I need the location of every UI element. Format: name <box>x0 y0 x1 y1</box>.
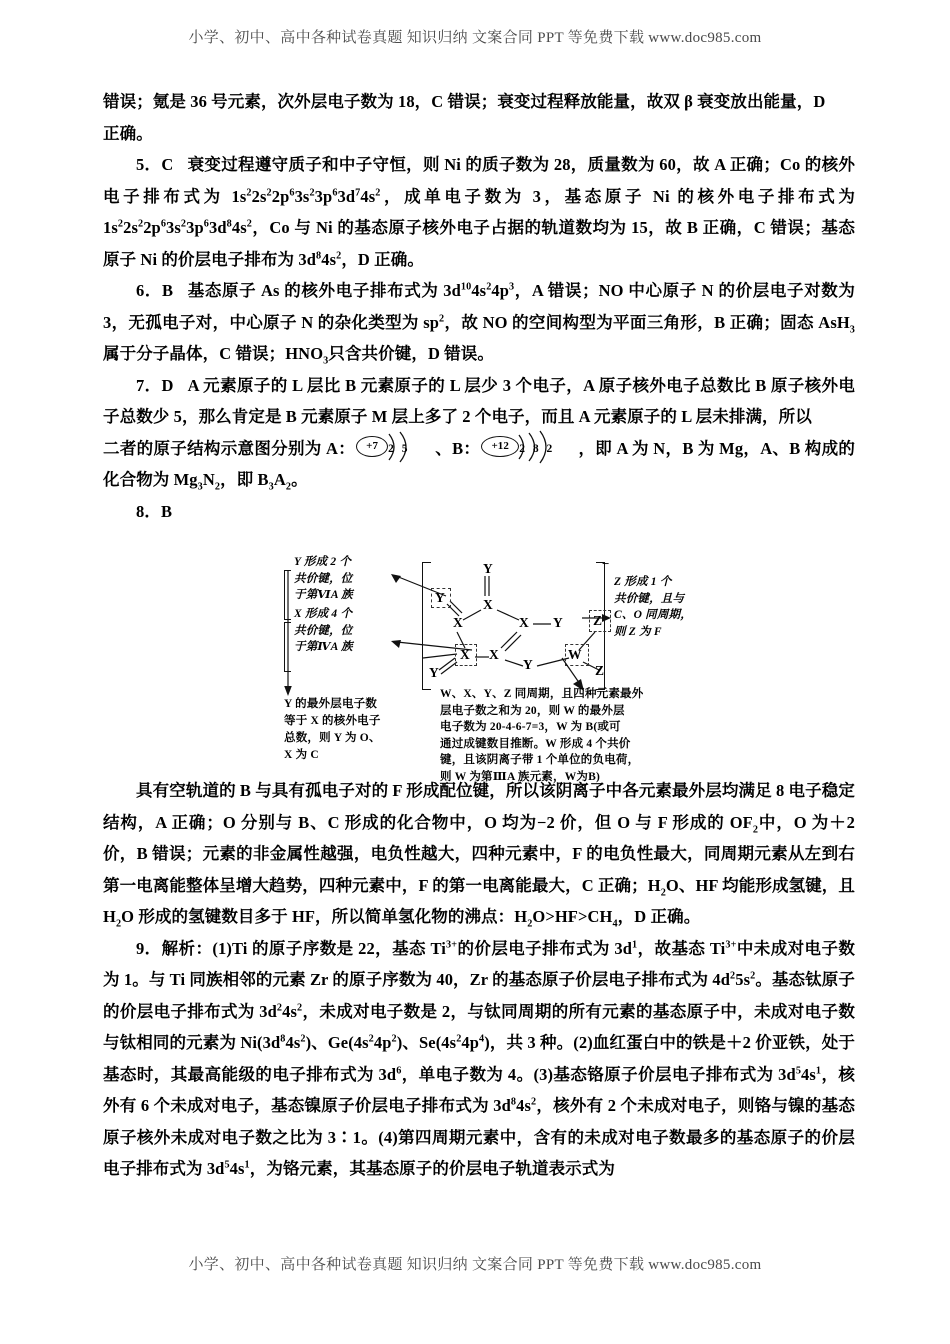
paragraph-q7 <box>103 370 855 433</box>
atom-label-x-left: X <box>453 615 463 630</box>
q8e-t5: O>HF>CH <box>532 907 613 926</box>
paragraph-q7-diagrams <box>103 433 855 496</box>
q9-t14: )，共 3 种。(2)血红蛋白中的铁是＋2 价亚铁，处于基态时，其最高能级的电子排布式为 3d <box>103 1033 855 1084</box>
atom-label-x-top: X <box>483 597 493 612</box>
q6-number: 6．B <box>136 281 174 300</box>
shell-electron-counts-a: 2 5 <box>388 442 410 455</box>
q9-t21: ，为铬元素，其基态原子的价层电子轨道表示式为 <box>249 1159 615 1178</box>
note-y-line-2: 共价键，位 <box>294 572 353 585</box>
q9-t19: ，核外有 2 个未成对电子，则铬与镍的基态原子核外未成对电子数之比为 3∶1。(4)第四周期元素中，含有的未成对电子数最多的基态原子的价层电子排布式为 3d <box>103 1096 855 1178</box>
note-y-outer-electrons <box>284 696 424 764</box>
q6-sup2: 2 <box>486 281 492 293</box>
q6-sub6: 3 <box>323 355 329 367</box>
atom-label-z-lower: Z <box>595 663 605 678</box>
q8e-t4: O 形成的氢键数目多于 HF，所以简单氢化物的沸点：H <box>121 907 528 926</box>
q6-t6: 属于分子晶体，C 错误；HNO <box>103 344 324 363</box>
q5-t12: 3p <box>186 218 204 237</box>
q5-t1: 衰变过程遵守质子和中子守恒，则 Ni 的质子数为 28，质量数为 60，故 A 正确；Co 的核外电子排布式为 1s <box>103 155 855 206</box>
note-y-line-3: 于第ⅥA 族 <box>294 589 353 601</box>
note-z-line-1: Z 形成 1 个 <box>614 576 672 588</box>
q5-sup7: 2 <box>375 187 381 198</box>
q9-t10: )、Ge(4s <box>305 1033 369 1052</box>
q9-t7: 4s <box>282 1001 297 1021</box>
q5-t15: ，Co 与 Ni 的基态原子核外电子占据的轨道数均为 15，故 B 正确，C 错误；基态原子 Ni 的价层电子排布为 3d <box>103 218 855 269</box>
q7-number: 7．D <box>136 375 174 395</box>
q9-t6: 。基态钛原子的价层电子排布式为 3d <box>103 970 855 1021</box>
note-w-line-1: W、X、Y、Z 同周期，且四种元素最外 <box>440 688 644 700</box>
q9-t8: ，未成对电子数是 2，与钛同周期的所有元素的基态原子中，未成对电子数与钛相同的元素为 Ni(3d <box>103 1001 855 1052</box>
paragraph-q4-tail <box>103 86 855 118</box>
q4-line1: 错误；氪是 36 号元素，次外层电子数为 18，C 错误；衰变过程释放能量，故双 β 衰变放出能量，D <box>103 92 826 111</box>
q9-sup8: 8 <box>280 1033 286 1045</box>
q9-t2: 的价层电子排布式为 3d <box>457 938 633 958</box>
q9-sup14: 6 <box>396 1065 402 1076</box>
q9-sup17: 8 <box>510 1096 517 1108</box>
q8-number: 8．B <box>136 501 173 521</box>
q9-sup5: 2 <box>750 970 756 982</box>
nucleus-charge-label-a: +7 <box>356 436 388 457</box>
running-foot: 小学、初中、高中各种试卷真题 知识归纳 文案合同 PPT 等免费下载 www.doc985.com <box>188 1257 762 1273</box>
q9-t11: 4p <box>373 1033 392 1052</box>
q9-t9: 4s <box>285 1033 301 1052</box>
q9-t12: )、Se(4s <box>396 1033 457 1052</box>
q9-t16: 4s <box>801 1064 816 1084</box>
q9-t17: ，核外有 6 个未成对电子，基态镍原子价层电子排布式为 3d <box>103 1064 855 1115</box>
q5-t9: 2s <box>123 218 138 237</box>
arrow-down-icon <box>280 570 296 700</box>
molecule-skeleton <box>427 558 627 703</box>
note-w-line-3: 电子数为 20-4-6-7=3，W 为 B(或可 <box>440 721 621 733</box>
q8e-t3: O、HF 均能形成氢键，且 H <box>103 875 855 926</box>
q6-t4: ，A 错误；NO 中心原子 N 的价层电子对数为 3，无孤电子对，中心原子 N 的杂化类型为 sp <box>103 281 856 332</box>
q6-sup4: 2 <box>439 313 445 324</box>
q9-sup19: 5 <box>224 1159 230 1171</box>
q6-sup3: 3 <box>509 281 515 293</box>
q5-t4: 3s <box>294 186 310 206</box>
note-yb-line-1: Y 的最外层电子数 <box>284 698 378 710</box>
q6-sup1: 10 <box>460 281 472 293</box>
q9-t5: 5s <box>735 970 751 989</box>
q5-t7: 4s <box>360 186 376 206</box>
atom-label-y-lower-left: Y <box>429 665 439 680</box>
q9-sup3: 3+ <box>725 939 737 950</box>
q7-t2: 二者的原子结构示意图分别为 A： <box>103 438 356 458</box>
q8e-t6: ，D 正确。 <box>617 907 701 926</box>
q9-sup2: 1 <box>632 939 638 950</box>
q7-t5: N <box>202 470 215 489</box>
atom-label-x-boxed: X <box>460 647 470 662</box>
note-x-line-1: X 形成 4 个 <box>294 608 353 620</box>
q6-t2: 4s <box>471 281 487 300</box>
q5-t2: 2s <box>251 186 267 206</box>
atom-label-x-right: X <box>519 615 529 630</box>
q5-t13: 3d <box>209 218 227 237</box>
atom-structure-diagram-b <box>481 434 577 460</box>
q7-sub6: 3 <box>268 481 274 493</box>
atom-label-y-bottom: Y <box>523 657 533 672</box>
paragraph-q4-tail-2 <box>103 118 855 150</box>
q6-t7: 只含共价键，D 错误。 <box>328 344 494 363</box>
atom-label-z-upper: Z <box>593 613 603 628</box>
q5-sup14: 2 <box>246 218 252 230</box>
atom-structure-diagram-a <box>356 434 434 460</box>
paragraph-q8-label <box>103 496 855 528</box>
q7-sub5: 2 <box>214 481 221 493</box>
note-x-group <box>294 606 404 656</box>
note-yb-line-3: 总数，则 Y 为 O、 <box>284 732 381 744</box>
q9-sup10: 2 <box>368 1033 374 1045</box>
atom-label-y-boxed: Y <box>435 590 445 605</box>
q9-t13: 4p <box>461 1033 480 1052</box>
q9-sup7: 2 <box>297 1002 303 1013</box>
q9-sup1: 3+ <box>446 939 458 950</box>
q5-sup4: 2 <box>309 187 315 198</box>
q8e-sub1: 2 <box>752 823 759 835</box>
q9-t4: 中未成对电子数为 1。与 Ti 同族相邻的元素 Zr 的原子序数为 40，Zr 的基态原子价层电子排布式为 4d <box>103 938 856 989</box>
atom-label-x-bottom: X <box>489 647 499 662</box>
anion-charge-label: − <box>602 556 610 571</box>
q5-number: 5．C <box>136 155 174 174</box>
q9-sup15: 5 <box>795 1065 802 1076</box>
q8e-sub4: 2 <box>527 918 533 930</box>
q5-t3: 2p <box>271 186 290 206</box>
note-z-line-3: C、O 同周期， <box>614 609 692 621</box>
paragraph-q5 <box>103 149 855 275</box>
note-x-line-3: 于第ⅣA 族 <box>294 641 353 653</box>
q5-sup16: 2 <box>336 250 342 261</box>
q9-t1: (1)Ti 的原子序数是 22，基态 Ti <box>212 938 446 958</box>
q7-t1: A 元素原子的 L 层比 B 元素原子的 L 层少 3 个电子，A 原子核外电子总数比 B 原子核外电子总数少 5，那么肯定是 B 元素原子 M 层上多了 2 个电子，而且 A 元素原子的 L 层未排满，所以 <box>103 375 856 426</box>
q5-sup15: 8 <box>316 250 322 261</box>
q9-sup9: 2 <box>300 1033 306 1045</box>
q6-t1: 基态原子 As 的核外电子排布式为 3d <box>187 281 461 300</box>
q5-t6: 3d <box>337 186 356 206</box>
running-head: 小学、初中、高中各种试卷真题 知识归纳 文案合同 PPT 等免费下载 www.doc985.com <box>188 30 762 46</box>
q5-sup10: 6 <box>160 218 167 230</box>
q7-sub7: 2 <box>285 481 292 493</box>
note-w-group <box>440 686 692 785</box>
q9-t18: 4s <box>516 1096 531 1115</box>
q5-sup13: 8 <box>226 218 232 230</box>
note-z-group <box>614 574 734 640</box>
q8e-sub3: 2 <box>115 918 122 930</box>
shell-electron-counts-b: 2 8 2 <box>519 442 555 455</box>
note-yb-line-4: X 为 C <box>284 749 319 761</box>
q5-sup2: 2 <box>266 187 272 198</box>
note-w-line-2: 层电子数之和为 20，则 W 的最外层 <box>440 704 625 717</box>
note-y-line-1: Y 形成 2 个 <box>294 556 352 568</box>
q5-sup3: 6 <box>289 187 295 198</box>
q5-t5: 3p <box>314 186 333 206</box>
q5-t14: 4s <box>231 218 247 237</box>
q5-sup1: 2 <box>246 187 252 198</box>
q5-sup8: 2 <box>117 218 124 230</box>
q7-sub4: 3 <box>197 481 203 493</box>
paragraph-q6 <box>103 275 855 370</box>
q5-t11: 3s <box>166 218 181 237</box>
arrow-to-z-icon <box>582 612 612 624</box>
note-yb-line-2: 等于 X 的核外电子 <box>284 715 381 727</box>
note-y-group <box>294 554 404 604</box>
q4-line2: 正确。 <box>103 123 153 143</box>
q9-sup13: 4 <box>479 1033 485 1045</box>
note-z-line-2: 共价键，且与 <box>614 592 685 605</box>
q8e-sub5: 4 <box>612 918 618 930</box>
atom-label-y-right: Y <box>553 615 563 630</box>
q6-sub5: 3 <box>849 323 855 335</box>
q9-sup18: 2 <box>530 1096 537 1108</box>
atom-label-w: W <box>568 647 582 662</box>
note-w-line-5: 键，且该阴离子带 1 个单位的负电荷， <box>440 754 640 766</box>
q9-t15: ，单电子数为 4。(3)基态铬原子价层电子排布式为 3d <box>401 1064 796 1084</box>
figure-molecular-structure <box>272 548 692 798</box>
note-x-line-2: 共价键，位 <box>294 624 353 637</box>
q5-sup9: 2 <box>137 218 144 230</box>
q9-sup6: 2 <box>276 1002 283 1013</box>
q5-sup12: 6 <box>203 218 209 230</box>
q5-t10: 2p <box>143 218 161 237</box>
note-w-line-6: 则 W 为第ⅢA 族元素，W为B) <box>440 770 600 783</box>
q9-sup16: 1 <box>815 1065 822 1076</box>
q7-t7: A <box>273 470 286 489</box>
q5-t8: ，成单电子数为 3，基态原子 Ni 的核外电子排布式为 1s <box>103 186 856 237</box>
paragraph-q8-explanation <box>103 775 855 933</box>
q5-t17: ，D 正确。 <box>341 249 424 269</box>
q9-sup20: 1 <box>244 1159 250 1171</box>
q8e-t1: 具有空轨道的 B 与具有孤电子对的 F 形成配位键，所以该阴离子中各元素最外层均满足 8 电子稳定结构，A 正确；O 分别与 B、C 形成的化合物中，O 均为−2 价，但 O 与 F 形成的 OF <box>103 781 855 832</box>
q9-t20: 4s <box>229 1159 245 1178</box>
q9-number: 9．解析： <box>136 938 213 958</box>
q5-sup11: 2 <box>180 218 187 230</box>
q5-sup5: 6 <box>332 187 338 198</box>
q6-t3: 4p <box>491 281 510 300</box>
q8e-t2: 中，O 为＋2 价，B 错误；元素的非金属性越强，电负性越大，四种元素中，F 的电负性最大，同周期元素从左到右第一电离能整体呈增大趋势，四种元素中，F 的第一电离能最大，C 正确；H <box>103 812 855 895</box>
q5-sup6: 7 <box>355 187 361 198</box>
q7-t3: 、B： <box>435 438 481 458</box>
q7-t6: ，即 B <box>220 470 269 489</box>
q7-t4: ，即 A 为 N，B 为 Mg，A、B 构成的化合物为 Mg <box>103 438 856 489</box>
q9-t3: ，故基态 Ti <box>637 938 726 958</box>
q9-sup11: 2 <box>391 1033 397 1045</box>
note-w-line-4: 通过成键数目推断。W 形成 4 个共价 <box>440 737 631 750</box>
paragraph-q9 <box>103 933 855 1185</box>
q6-t5: ，故 NO 的空间构型为平面三角形，B 正确；固态 AsH <box>444 312 850 332</box>
nucleus-charge-label-b: +12 <box>481 436 519 457</box>
note-z-line-4: 则 Z 为 F <box>614 625 662 638</box>
q8e-sub2: 2 <box>660 886 666 898</box>
q7-t8: 。 <box>291 470 308 489</box>
q5-t16: 4s <box>321 249 337 269</box>
q9-sup4: 2 <box>730 970 736 982</box>
atom-label-y-top: Y <box>483 561 493 576</box>
q9-sup12: 2 <box>456 1033 462 1045</box>
